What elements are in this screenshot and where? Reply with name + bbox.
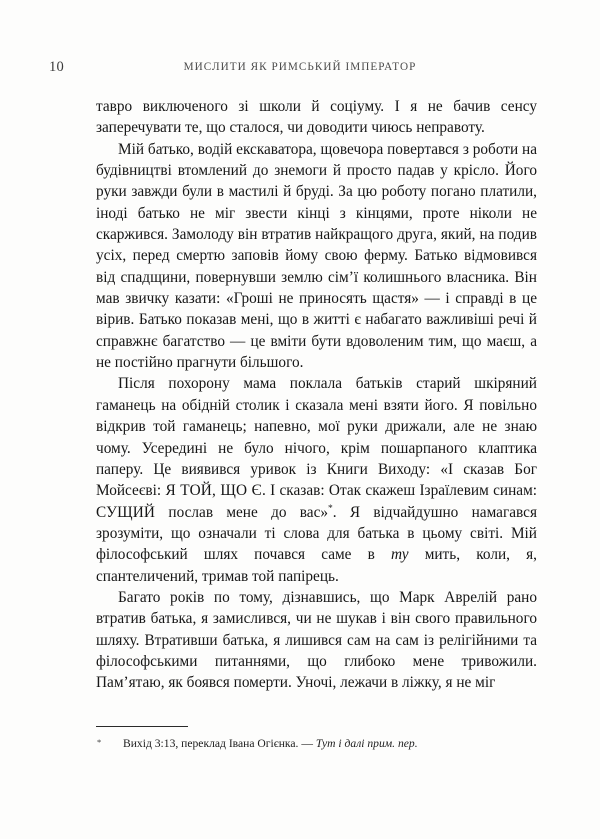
para-wallet	[96, 373, 537, 586]
running-title: МИСЛИТИ ЯК РИМСЬКИЙ ІМПЕРАТОР	[183, 61, 417, 73]
text-run: Мій батько, водій екскаватора, щовечора повертався з роботи на будівництві втомлений до знемоги й просто падав у крісло. Його руки завжди були в мастилі й бруді. За цю роботу погано платили, іноді батько не міг звести кінці з кінцями, проте ніколи не скаржився. Замолоду він втратив найкращого друга, який, на подив усіх, перед смертю заповів йому свою ферму. Батько відмовився від спадщини, повернувши землю сім’ї колишнього власника. Він мав звичку казати: «Гроші не приносять щастя» — і справді в це вірив. Батько показав мені, що в житті є набагато важливіші речі й справжнє багатство — це вміти бути вдоволеним тим, що маєш, а не постійно прагнути більшого.	[96, 140, 537, 372]
footnote-separator-rule	[96, 726, 188, 727]
para-continuation	[96, 96, 537, 139]
text-run: тавро виключеного зі школи й соціуму. І я не бачив сенсу заперечувати те, що сталося, чи доводити чиюсь неправоту.	[96, 98, 537, 137]
italic-run: ту	[391, 546, 409, 564]
footnote-marker: *	[97, 737, 102, 747]
footnote-reference-marker[interactable]: *	[328, 503, 333, 514]
footnote-italic-run: Тут і далі прим. пер.	[315, 737, 418, 750]
body-text	[96, 96, 537, 694]
text-run: послав мене до вас»	[155, 503, 329, 521]
footnote	[96, 736, 537, 752]
footnote-text-run: Вихід 3:13, переклад Івана Огієнка. —	[123, 737, 316, 750]
para-father	[96, 139, 537, 374]
footnote-text	[123, 737, 418, 750]
text-run: . Я відчайдушно намагався зрозуміти, що означали ті слова для батька в цьому світі. Мій філософський шлях почався саме в	[96, 503, 537, 564]
caps-run: СУЩИЙ	[96, 503, 156, 521]
caps-run: Я ТОЙ, ЩО Є	[165, 482, 262, 500]
page-number: 10	[49, 59, 64, 75]
running-head	[0, 56, 600, 78]
text-run: Після похорону мама поклала батьків старий шкіряний гаманець на обідній столик і сказала мені взяти його. Я повільно відкрив той гаманець; напевно, мої руки дрижали, але не знаю чому. Усередині не було нічого, крім пошарпаного клаптика паперу. Це виявився уривок із Книги Виходу: «І сказав Бог Мойсеєві:	[96, 375, 537, 500]
footnote-area	[96, 726, 537, 752]
para-marcus	[96, 587, 537, 694]
text-run: . І сказав: Отак скажеш Ізраїлевим синам:	[261, 482, 537, 500]
text-run: мить, коли, я, спантеличений, тримав той папірець.	[96, 546, 537, 585]
text-run: Багато років по тому, дізнавшись, що Марк Аврелій рано втратив батька, я замислився, чи не шукав і він свого правильного шляху. Втративши батька, я лишився сам на сам із релігійними та філософськими питаннями, що глибоко мене тривожили. Пам’ятаю, як боявся померти. Уночі, лежачи в ліжку, я не міг	[96, 588, 537, 692]
